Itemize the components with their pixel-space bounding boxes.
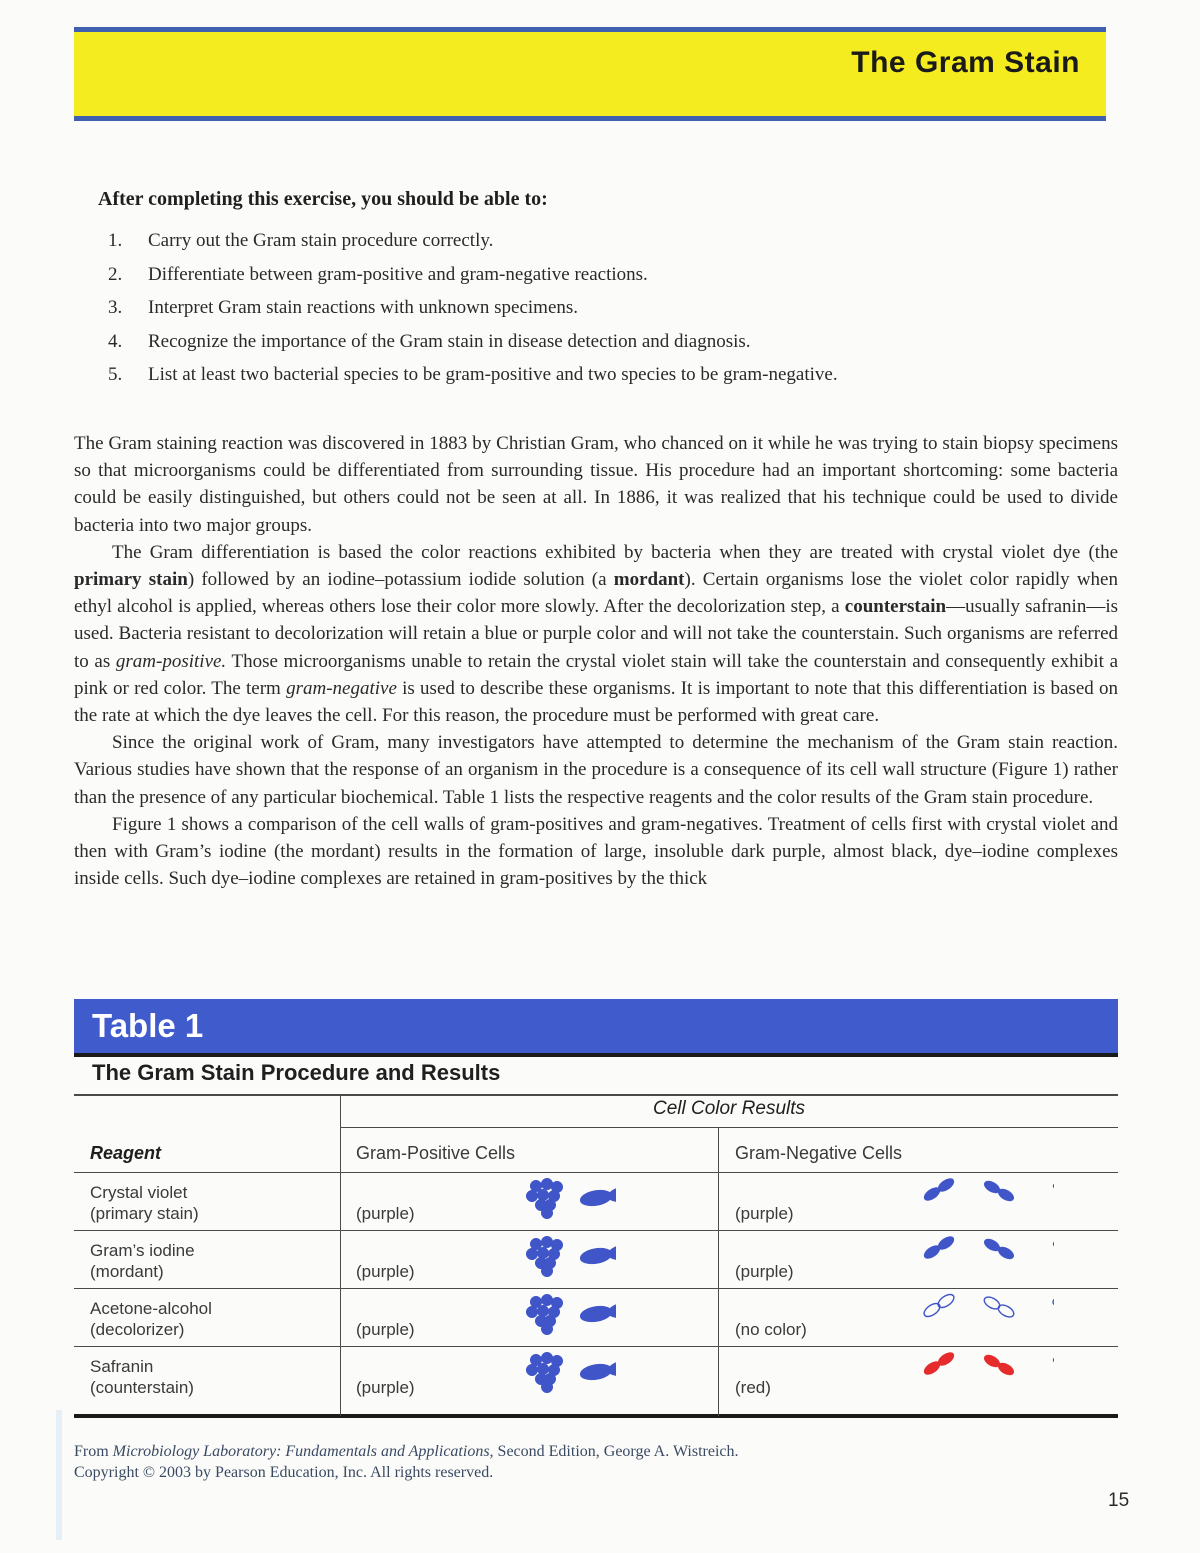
term-mordant: mordant: [613, 569, 685, 591]
diplococcus-cell: [1053, 1356, 1054, 1364]
table-banner: [74, 999, 1118, 1057]
table-rule: [74, 1288, 1118, 1289]
coccus-cell: [537, 1247, 549, 1259]
objective-text: List at least two bacterial species to be gram-positive and two species to be gram-negative.: [148, 364, 838, 385]
paragraph-2: [74, 539, 1118, 729]
table-divider: [718, 1127, 719, 1416]
term-gram-negative: gram-negative: [286, 677, 397, 699]
coccus-cell: [526, 1190, 538, 1202]
coccus-cell: [537, 1189, 549, 1201]
reagent-role: (counterstain): [90, 1378, 194, 1397]
gram-positive-cells-illustration: [446, 1176, 616, 1226]
chapter-header-banner: [74, 27, 1106, 121]
table-rule: [74, 1172, 1118, 1173]
credit-line-2: Copyright © 2003 by Pearson Education, Inc. All rights reserved.: [74, 1464, 494, 1481]
objectives-list: [108, 227, 838, 395]
reagent-name: Acetone-alcohol: [90, 1299, 212, 1318]
table-divider: [340, 1094, 341, 1416]
objective-number: 3.: [108, 297, 123, 318]
paragraph-1: The Gram staining reaction was discovered in 1883 by Christian Gram, who chanced on it while he was trying to stain biopsy specimens so that microorganisms could be differentiated from surrounding tissue. His procedure had an important shortcoming: some bacteria could be easily distinguished, but others could not be seen at all. In 1886, it was realized that his technique could be used to divide bacteria into two major groups.: [74, 433, 1118, 536]
reagent-cell: [90, 1356, 194, 1398]
gram-negative-cells-illustration: [844, 1234, 1054, 1284]
credit-text: From: [74, 1443, 113, 1460]
objective-text: Carry out the Gram stain procedure correctly.: [148, 230, 494, 251]
text-run: —usually safranin—is used. Bacteria resistant to decolorization will retain a blue or purple color and will not take the counterstain. Such organisms are referred to as: [74, 596, 1118, 672]
objective-text: Interpret Gram stain reactions with unknown specimens.: [148, 297, 579, 318]
table-rule: [74, 1414, 1118, 1418]
bacillus-cell: [579, 1304, 613, 1324]
reagent-role: (mordant): [90, 1262, 164, 1281]
table-rule: [74, 1094, 1118, 1096]
credit-text: Second Edition, George A. Wistreich.: [493, 1443, 739, 1460]
gram-positive-result: (purple): [356, 1204, 415, 1223]
credit-line-1: [74, 1441, 739, 1462]
objective-number: 2.: [108, 263, 123, 285]
bacillus-cell: [936, 1292, 956, 1310]
reagent-role: (decolorizer): [90, 1320, 185, 1339]
objective-number: 4.: [108, 330, 123, 352]
table-rule: [340, 1127, 1118, 1128]
table-label: Table 1: [92, 1007, 204, 1044]
gram-negative-cells-illustration: [844, 1292, 1054, 1342]
chapter-title: The Gram Stain: [851, 46, 1080, 79]
gram-positive-result: (purple): [356, 1262, 415, 1281]
term-primary-stain: primary stain: [74, 569, 188, 591]
reagent-column-header: Reagent: [90, 1143, 162, 1163]
gram-positive-result: (purple): [356, 1320, 415, 1339]
gram-positive-result: (purple): [356, 1378, 415, 1397]
reagent-cell: [90, 1298, 212, 1340]
objective-text: Differentiate between gram-positive and gram-negative reactions.: [148, 263, 648, 285]
page-number: 15: [1108, 1490, 1130, 1511]
text-run: is used to describe these organisms. It is important to note that this differentiation is based on the rate at which the dye leaves the cell. For this reason, the procedure must be performed with great care.: [74, 677, 1118, 727]
table-subtitle: The Gram Stain Procedure and Results: [92, 1060, 501, 1085]
coccus-cell: [526, 1364, 538, 1376]
gram-positive-cells-illustration: [446, 1292, 616, 1342]
objective-number: 5.: [108, 364, 123, 385]
coccus-cell: [526, 1248, 538, 1260]
text-run: ) followed by an iodine–potassium iodide solution (a: [187, 569, 614, 591]
coccus-cell: [537, 1305, 549, 1317]
coccus-cell: [541, 1381, 553, 1393]
paragraph-4: Figure 1 shows a comparison of the cell walls of gram-positives and gram-negatives. Treatment of cells first with crystal violet and then with Gram’s iodine (the mordant) results in the formation of large, insoluble dark purple, almost black, dye–iodine complexes inside cells. Such dye–iodine complexes are retained in gram-positives by the thick: [74, 813, 1118, 890]
coccus-cell: [541, 1323, 553, 1335]
term-gram-positive: gram-positive.: [115, 650, 227, 672]
coccus-cell: [541, 1207, 553, 1219]
gram-negative-result: (purple): [735, 1204, 794, 1223]
objective-item: [108, 294, 838, 328]
bacillus-cell: [579, 1188, 613, 1208]
coccus-cell: [541, 1265, 553, 1277]
gram-negative-column-header: Gram-Negative Cells: [735, 1143, 903, 1163]
text-run: Those microorganisms unable to retain the crystal violet stain will take the counterstain and consequently exhibit a pink or red color. The term: [74, 650, 1119, 699]
cell-color-results-header: Cell Color Results: [652, 1098, 806, 1119]
paragraph-3: Since the original work of Gram, many investigators have attempted to determine the mechanism of the Gram stain reaction. Various studies have shown that the response of an organism in the procedure is a consequence of its cell wall structure (Figure 1) rather than the presence of any particular biochemical. Table 1 lists the respective reagents and the color results of the Gram stain procedure.: [74, 732, 1118, 808]
objective-item: [108, 361, 838, 395]
gram-positive-column-header: Gram-Positive Cells: [356, 1143, 516, 1163]
gram-positive-cells-illustration: [446, 1234, 616, 1284]
gram-stain-table: [74, 1094, 1118, 1418]
gram-negative-result: (no color): [735, 1320, 807, 1339]
diplococcus-cell: [1053, 1182, 1054, 1190]
reagent-cell: [90, 1240, 195, 1282]
gram-positive-cells-illustration: [446, 1350, 616, 1400]
gram-negative-cells-illustration: [844, 1350, 1054, 1400]
reagent-role: (primary stain): [90, 1204, 199, 1223]
text-run: The Gram differentiation is based the color reactions exhibited by bacteria when they are treated with crystal violet dye (the: [112, 541, 1118, 563]
coccus-cell: [537, 1363, 549, 1375]
bacillus-cell: [579, 1246, 613, 1266]
bacillus-cell: [922, 1301, 942, 1319]
source-credit: [74, 1441, 739, 1483]
reagent-name: Crystal violet: [90, 1183, 188, 1202]
table-rule: [74, 1230, 1118, 1231]
diplococcus-cell: [1053, 1240, 1054, 1248]
term-counterstain: counterstain: [844, 596, 947, 618]
text-run: ). Certain organisms lose the violet color rapidly when ethyl alcohol is applied, whereas others lose their color more slowly. After the decolorization step, a: [74, 569, 1118, 618]
bacillus-cell: [579, 1362, 613, 1382]
diplococcus-cell: [1053, 1298, 1054, 1306]
credit-book-title: Microbiology Laboratory: Fundamentals and Applications,: [112, 1443, 494, 1460]
objectives-heading: After completing this exercise, you should be able to:: [98, 188, 548, 210]
page-margin-strip: [56, 1410, 62, 1540]
objective-item: [108, 227, 838, 261]
gram-negative-result: (purple): [735, 1262, 794, 1281]
objective-item: [108, 328, 838, 362]
reagent-name: Safranin: [90, 1357, 154, 1376]
reagent-cell: [90, 1182, 199, 1224]
objective-text: Recognize the importance of the Gram stain in disease detection and diagnosis.: [148, 330, 751, 352]
table-rule: [74, 1346, 1118, 1347]
gram-negative-cells-illustration: [844, 1176, 1054, 1226]
gram-negative-result: (red): [735, 1378, 771, 1397]
body-text: [74, 430, 1118, 892]
coccus-cell: [526, 1306, 538, 1318]
reagent-name: Gram’s iodine: [90, 1241, 195, 1260]
objective-item: [108, 261, 838, 295]
objective-number: 1.: [108, 230, 123, 251]
